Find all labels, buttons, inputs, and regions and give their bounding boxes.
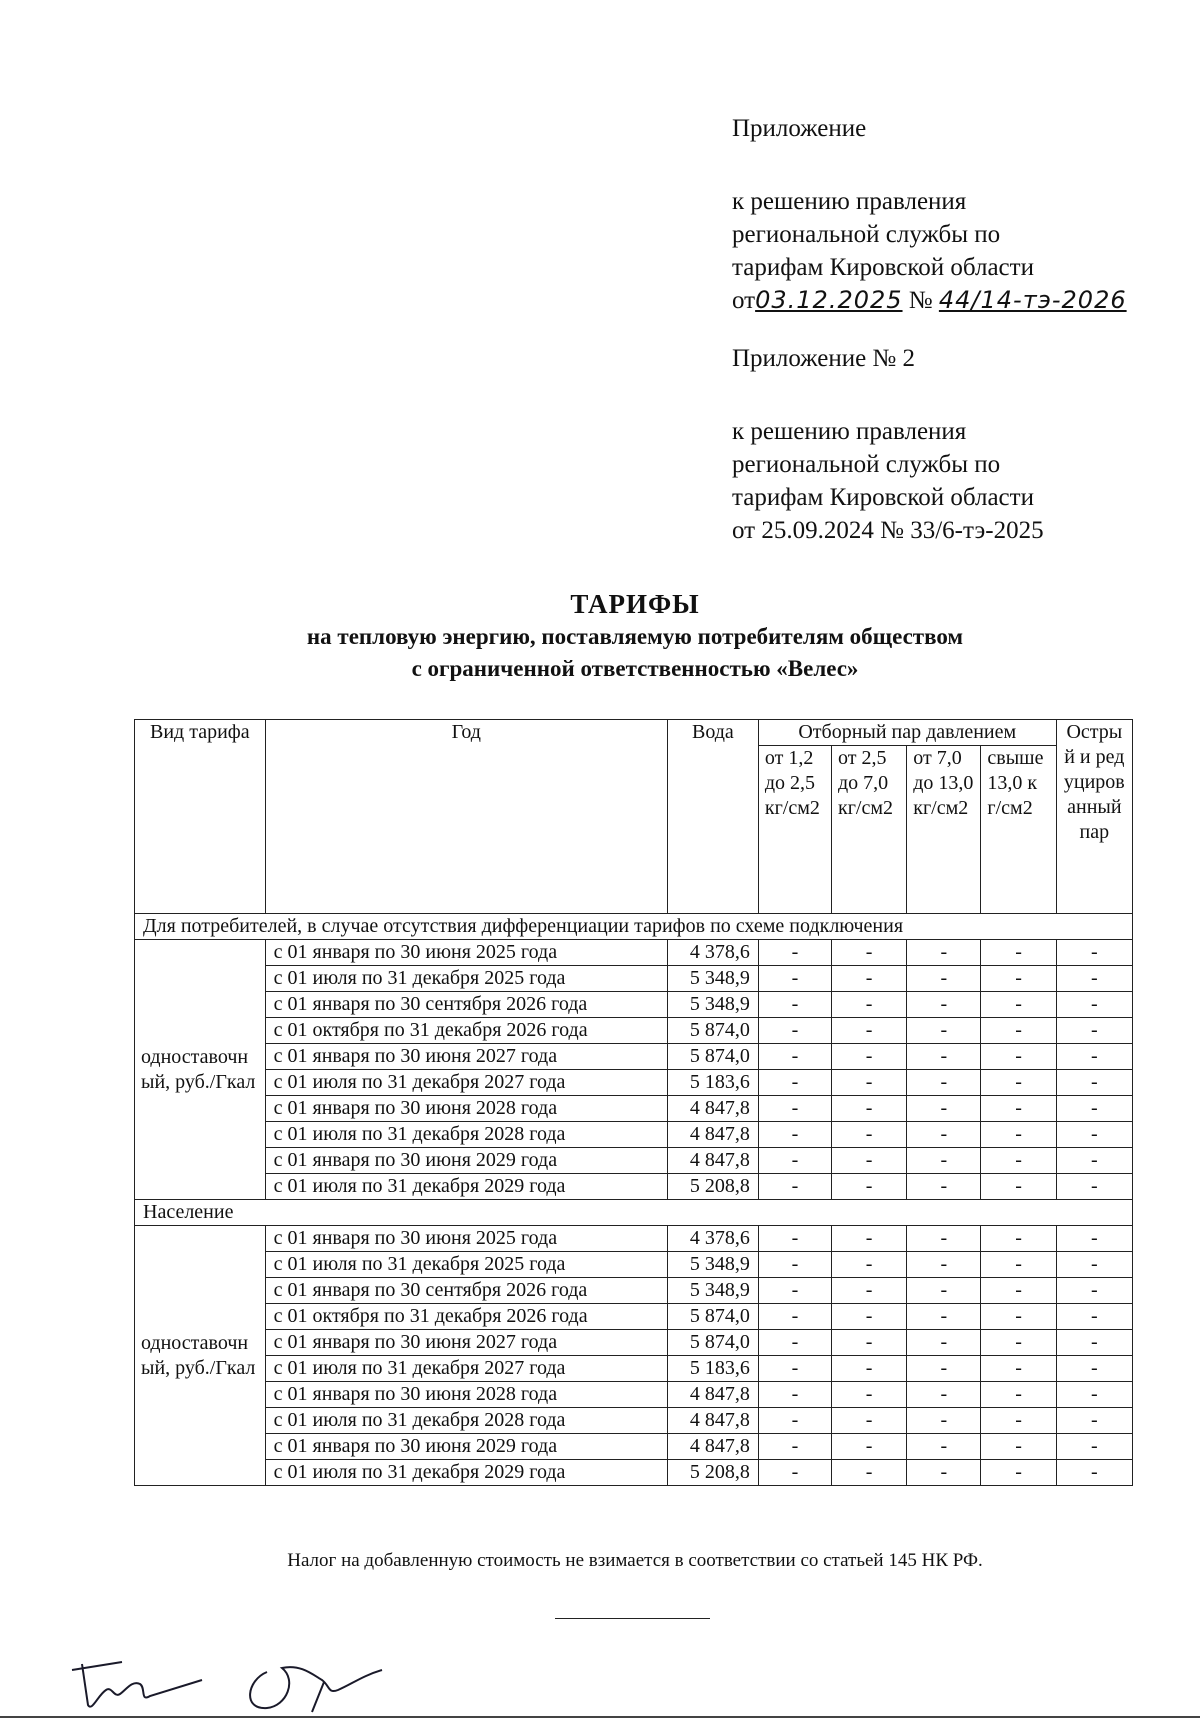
section-body	[135, 1200, 1133, 1486]
table-row	[135, 1226, 1133, 1252]
water-tariff-cell: 5 348,9	[667, 1278, 758, 1304]
sharp-cell: -	[1056, 940, 1132, 966]
steam-4-cell: -	[981, 966, 1056, 992]
steam-4-cell: -	[981, 1226, 1056, 1252]
steam-2-cell: -	[832, 1460, 907, 1486]
appendix-2-title: Приложение № 2	[732, 345, 916, 372]
sharp-cell: -	[1056, 1278, 1132, 1304]
sharp-cell: -	[1056, 1044, 1132, 1070]
steam-1-cell: -	[758, 1460, 831, 1486]
steam-4-cell: -	[981, 1304, 1056, 1330]
water-tariff-cell: 4 847,8	[667, 1408, 758, 1434]
steam-4-cell: -	[981, 1434, 1056, 1460]
appendix-2-line: от 25.09.2024 № 33/6-тэ-2025	[732, 517, 1044, 544]
steam-4-cell: -	[981, 1096, 1056, 1122]
appendix-1-line: региональной службы по	[732, 221, 1001, 248]
footer-divider	[555, 1618, 710, 1619]
steam-2-cell: -	[832, 1174, 907, 1200]
steam-4-cell: -	[981, 1278, 1056, 1304]
steam-1-cell: -	[758, 1018, 831, 1044]
steam-3-cell: -	[907, 966, 981, 992]
document-subtitle-1: на тепловую энергию, поставляемую потребителям обществом	[306, 624, 964, 649]
steam-3-cell: -	[907, 1018, 981, 1044]
steam-3-cell: -	[907, 1096, 981, 1122]
steam-1-cell: -	[758, 1382, 831, 1408]
handwritten-signature-icon	[62, 1650, 422, 1725]
steam-1-cell: -	[758, 1408, 831, 1434]
handwritten-number: 44/14-тэ-2026	[938, 286, 1127, 314]
appendix-1-title: Приложение	[732, 115, 867, 142]
table-row	[135, 1382, 1133, 1408]
table-row	[135, 1434, 1133, 1460]
steam-1-cell: -	[758, 1278, 831, 1304]
water-tariff-cell: 5 874,0	[667, 1304, 758, 1330]
steam-2-cell: -	[832, 1096, 907, 1122]
water-tariff-cell: 4 847,8	[667, 1382, 758, 1408]
appendix-2-block	[732, 342, 1044, 547]
section-header-row	[135, 914, 1133, 940]
period-cell: с 01 января по 30 июня 2027 года	[265, 1044, 667, 1070]
steam-3-cell: -	[907, 1382, 981, 1408]
steam-2-cell: -	[832, 1148, 907, 1174]
period-cell: с 01 января по 30 июня 2029 года	[265, 1434, 667, 1460]
steam-4-cell: -	[981, 1252, 1056, 1278]
period-cell: с 01 января по 30 июня 2027 года	[265, 1330, 667, 1356]
water-tariff-cell: 5 348,9	[667, 966, 758, 992]
header-steam-2: от 2,5 до 7,0 кг/см2	[832, 746, 907, 914]
steam-1-cell: -	[758, 1252, 831, 1278]
sharp-cell: -	[1056, 1122, 1132, 1148]
period-cell: с 01 июля по 31 декабря 2027 года	[265, 1070, 667, 1096]
steam-1-cell: -	[758, 1434, 831, 1460]
steam-1-cell: -	[758, 1330, 831, 1356]
sharp-cell: -	[1056, 1330, 1132, 1356]
steam-1-cell: -	[758, 1148, 831, 1174]
steam-4-cell: -	[981, 1174, 1056, 1200]
steam-2-cell: -	[832, 1122, 907, 1148]
period-cell: с 01 июля по 31 декабря 2025 года	[265, 1252, 667, 1278]
table-row	[135, 1148, 1133, 1174]
table-row	[135, 1460, 1133, 1486]
water-tariff-cell: 4 378,6	[667, 940, 758, 966]
steam-3-cell: -	[907, 1226, 981, 1252]
steam-3-cell: -	[907, 1278, 981, 1304]
steam-2-cell: -	[832, 1434, 907, 1460]
water-tariff-cell: 4 847,8	[667, 1434, 758, 1460]
header-steam-1: от 1,2 до 2,5 кг/см2	[758, 746, 831, 914]
section-title: Население	[135, 1200, 1133, 1226]
table-row	[135, 1278, 1133, 1304]
water-tariff-cell: 5 183,6	[667, 1356, 758, 1382]
steam-3-cell: -	[907, 1304, 981, 1330]
steam-1-cell: -	[758, 992, 831, 1018]
table-row	[135, 1174, 1133, 1200]
date-prefix: от	[732, 287, 756, 314]
steam-1-cell: -	[758, 1356, 831, 1382]
period-cell: с 01 января по 30 июня 2028 года	[265, 1096, 667, 1122]
sharp-cell: -	[1056, 1408, 1132, 1434]
water-tariff-cell: 5 208,8	[667, 1174, 758, 1200]
table-row	[135, 1356, 1133, 1382]
steam-3-cell: -	[907, 1070, 981, 1096]
table-row	[135, 1018, 1133, 1044]
appendix-2-line: тарифам Кировской области	[732, 484, 1034, 511]
sharp-cell: -	[1056, 1018, 1132, 1044]
steam-4-cell: -	[981, 1356, 1056, 1382]
appendix-2-line: региональной службы по	[732, 451, 1001, 478]
vat-note: Налог на добавленную стоимость не взимается в соответствии со статьей 145 НК РФ.	[287, 1550, 983, 1571]
section-header-row	[135, 1200, 1133, 1226]
steam-2-cell: -	[832, 966, 907, 992]
document-subtitle-2: с ограниченной ответственностью «Велес»	[411, 656, 859, 681]
header-steam-4: свыше 13,0 кг/см2	[981, 746, 1056, 914]
period-cell: с 01 июля по 31 декабря 2027 года	[265, 1356, 667, 1382]
water-tariff-cell: 5 208,8	[667, 1460, 758, 1486]
steam-1-cell: -	[758, 1122, 831, 1148]
steam-4-cell: -	[981, 992, 1056, 1018]
steam-3-cell: -	[907, 1434, 981, 1460]
table-row	[135, 1070, 1133, 1096]
header-steam-3: от 7,0 до 13,0 кг/см2	[907, 746, 981, 914]
water-tariff-cell: 5 874,0	[667, 1330, 758, 1356]
period-cell: с 01 октября по 31 декабря 2026 года	[265, 1304, 667, 1330]
steam-2-cell: -	[832, 1226, 907, 1252]
period-cell: с 01 июля по 31 декабря 2028 года	[265, 1122, 667, 1148]
sharp-cell: -	[1056, 1070, 1132, 1096]
steam-4-cell: -	[981, 940, 1056, 966]
sharp-cell: -	[1056, 1304, 1132, 1330]
period-cell: с 01 января по 30 сентября 2026 года	[265, 992, 667, 1018]
water-tariff-cell: 4 847,8	[667, 1096, 758, 1122]
handwritten-date: 03.12.2025	[755, 286, 903, 314]
water-tariff-cell: 5 183,6	[667, 1070, 758, 1096]
table-row	[135, 1304, 1133, 1330]
steam-3-cell: -	[907, 1330, 981, 1356]
steam-4-cell: -	[981, 1330, 1056, 1356]
section-title: Для потребителей, в случае отсутствия дифференциации тарифов по схеме подключения	[135, 914, 1133, 940]
steam-1-cell: -	[758, 1174, 831, 1200]
header-year: Год	[265, 720, 667, 914]
table-row	[135, 992, 1133, 1018]
steam-1-cell: -	[758, 1096, 831, 1122]
period-cell: с 01 июля по 31 декабря 2029 года	[265, 1174, 667, 1200]
header-water: Вода	[667, 720, 758, 914]
table-row	[135, 1330, 1133, 1356]
table-row	[135, 1096, 1133, 1122]
header-steam-group: Отборный пар давлением	[758, 720, 1056, 746]
steam-1-cell: -	[758, 1044, 831, 1070]
sharp-cell: -	[1056, 1460, 1132, 1486]
steam-3-cell: -	[907, 992, 981, 1018]
sharp-cell: -	[1056, 1174, 1132, 1200]
water-tariff-cell: 5 874,0	[667, 1018, 758, 1044]
period-cell: с 01 октября по 31 декабря 2026 года	[265, 1018, 667, 1044]
period-cell: с 01 января по 30 июня 2029 года	[265, 1148, 667, 1174]
table-header-row	[135, 720, 1133, 746]
water-tariff-cell: 5 348,9	[667, 1252, 758, 1278]
steam-1-cell: -	[758, 966, 831, 992]
steam-2-cell: -	[832, 1044, 907, 1070]
water-tariff-cell: 4 847,8	[667, 1122, 758, 1148]
tariff-type-cell: одноставочный, руб./Гкал	[135, 1226, 266, 1486]
steam-2-cell: -	[832, 940, 907, 966]
tariff-type-cell: одноставочный, руб./Гкал	[135, 940, 266, 1200]
steam-2-cell: -	[832, 1018, 907, 1044]
period-cell: с 01 января по 30 июня 2025 года	[265, 1226, 667, 1252]
period-cell: с 01 января по 30 сентября 2026 года	[265, 1278, 667, 1304]
sharp-cell: -	[1056, 1252, 1132, 1278]
section-body	[135, 914, 1133, 1200]
appendix-1-date-line	[732, 284, 1127, 317]
period-cell: с 01 июля по 31 декабря 2028 года	[265, 1408, 667, 1434]
steam-2-cell: -	[832, 1330, 907, 1356]
steam-1-cell: -	[758, 1070, 831, 1096]
table-row	[135, 966, 1133, 992]
steam-3-cell: -	[907, 1044, 981, 1070]
water-tariff-cell: 5 874,0	[667, 1044, 758, 1070]
sharp-cell: -	[1056, 1226, 1132, 1252]
sharp-cell: -	[1056, 1148, 1132, 1174]
table-row	[135, 1408, 1133, 1434]
steam-1-cell: -	[758, 940, 831, 966]
period-cell: с 01 января по 30 июня 2028 года	[265, 1382, 667, 1408]
number-prefix: №	[908, 287, 933, 314]
steam-3-cell: -	[907, 1174, 981, 1200]
appendix-1-line: тарифам Кировской области	[732, 254, 1034, 281]
steam-4-cell: -	[981, 1408, 1056, 1434]
table-row	[135, 1044, 1133, 1070]
steam-2-cell: -	[832, 1382, 907, 1408]
sharp-cell: -	[1056, 1356, 1132, 1382]
sharp-cell: -	[1056, 992, 1132, 1018]
water-tariff-cell: 4 378,6	[667, 1226, 758, 1252]
steam-3-cell: -	[907, 940, 981, 966]
sharp-cell: -	[1056, 1382, 1132, 1408]
bottom-edge-line	[0, 1716, 1200, 1718]
steam-2-cell: -	[832, 992, 907, 1018]
appendix-2-line: к решению правления	[732, 418, 967, 445]
header-sharp-steam: Острый и редуцированный пар	[1056, 720, 1132, 914]
table-row	[135, 1122, 1133, 1148]
tariff-table	[134, 719, 1133, 1486]
steam-4-cell: -	[981, 1018, 1056, 1044]
steam-2-cell: -	[832, 1070, 907, 1096]
steam-4-cell: -	[981, 1460, 1056, 1486]
period-cell: с 01 июля по 31 декабря 2025 года	[265, 966, 667, 992]
water-tariff-cell: 5 348,9	[667, 992, 758, 1018]
appendix-1-block	[732, 112, 1127, 317]
steam-4-cell: -	[981, 1382, 1056, 1408]
sharp-cell: -	[1056, 966, 1132, 992]
steam-2-cell: -	[832, 1278, 907, 1304]
steam-3-cell: -	[907, 1460, 981, 1486]
sharp-cell: -	[1056, 1434, 1132, 1460]
steam-4-cell: -	[981, 1122, 1056, 1148]
sharp-cell: -	[1056, 1096, 1132, 1122]
period-cell: с 01 июля по 31 декабря 2029 года	[265, 1460, 667, 1486]
steam-4-cell: -	[981, 1070, 1056, 1096]
steam-2-cell: -	[832, 1356, 907, 1382]
steam-1-cell: -	[758, 1226, 831, 1252]
water-tariff-cell: 4 847,8	[667, 1148, 758, 1174]
steam-3-cell: -	[907, 1148, 981, 1174]
steam-1-cell: -	[758, 1304, 831, 1330]
appendix-1-line: к решению правления	[732, 188, 967, 215]
document-title: ТАРИФЫ	[570, 589, 700, 619]
steam-3-cell: -	[907, 1356, 981, 1382]
header-tariff-type: Вид тарифа	[135, 720, 266, 914]
steam-3-cell: -	[907, 1408, 981, 1434]
steam-2-cell: -	[832, 1408, 907, 1434]
table-row	[135, 1252, 1133, 1278]
table-row	[135, 940, 1133, 966]
steam-3-cell: -	[907, 1252, 981, 1278]
steam-2-cell: -	[832, 1304, 907, 1330]
steam-4-cell: -	[981, 1148, 1056, 1174]
steam-4-cell: -	[981, 1044, 1056, 1070]
steam-3-cell: -	[907, 1122, 981, 1148]
period-cell: с 01 января по 30 июня 2025 года	[265, 940, 667, 966]
document-heading	[0, 587, 1200, 685]
steam-2-cell: -	[832, 1252, 907, 1278]
